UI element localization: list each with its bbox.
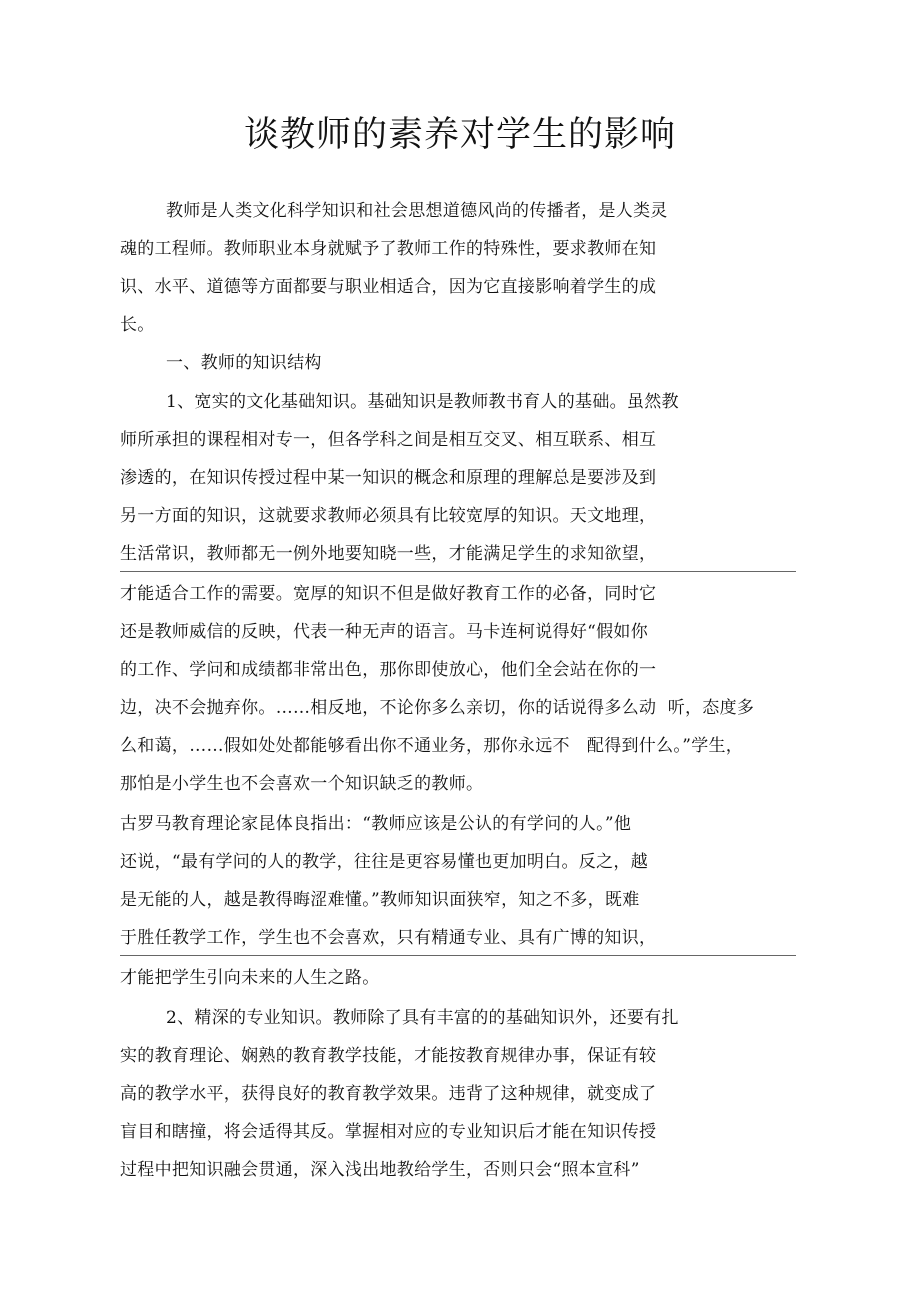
paragraph-line: 边，决不会抛弃你。……相反地，不论你多么亲切，你的话说得多么动 听，态度多 xyxy=(120,698,755,718)
paragraph-line: 教师是人类文化科学知识和社会思想道德风尚的传播者，是人类灵 xyxy=(166,201,668,221)
document-title: 谈教师的素养对学生的影响 xyxy=(243,115,676,155)
paragraph-line: 那怕是小学生也不会喜欢一个知识缺乏的教师。 xyxy=(120,774,484,794)
section-heading: 一、教师的知识结构 xyxy=(166,353,322,373)
paragraph-line: 师所承担的课程相对专一，但各学科之间是相互交叉、相互联系、相互 xyxy=(120,430,657,450)
paragraph-line: 长。 xyxy=(120,315,155,335)
paragraph-line: 渗透的，在知识传授过程中某一知识的概念和原理的理解总是要涉及到 xyxy=(120,468,657,488)
paragraph-line: 1、宽实的文化基础知识。基础知识是教师教书育人的基础。虽然教 xyxy=(166,392,679,412)
paragraph-line: 识、水平、道德等方面都要与职业相适合，因为它直接影响着学生的成 xyxy=(120,277,657,297)
paragraph-line: 是无能的人，越是教得晦涩难懂。”教师知识面狭窄，知之不多，既难 xyxy=(120,890,640,910)
paragraph-line: 么和蔼，……假如处处都能够看出你不通业务，那你永远不 配得到什么。”学生， xyxy=(120,736,744,756)
paragraph-line: 实的教育理论、娴熟的教育教学技能，才能按教育规律办事，保证有较 xyxy=(120,1046,657,1066)
paragraph-line: 过程中把知识融会贯通，深入浅出地教给学生，否则只会“照本宣科” xyxy=(120,1160,640,1180)
paragraph-line: 还说，“最有学问的人的教学，往往是更容易懂也更加明白。反之，越 xyxy=(120,852,648,872)
paragraph-line: 才能适合工作的需要。宽厚的知识不但是做好教育工作的必备，同时它 xyxy=(120,584,657,604)
paragraph-line: 于胜任教学工作，学生也不会喜欢，只有精通专业、具有广博的知识， xyxy=(120,928,657,948)
paragraph-line: 魂的工程师。教师职业本身就赋予了教师工作的特殊性，要求教师在知 xyxy=(120,239,657,259)
horizontal-rule xyxy=(120,571,796,572)
paragraph-line: 古罗马教育理论家昆体良指出：“教师应该是公认的有学问的人。”他 xyxy=(120,814,632,834)
paragraph-line: 2、精深的专业知识。教师除了具有丰富的的基础知识外，还要有扎 xyxy=(166,1008,679,1028)
paragraph-line: 的工作、学问和成绩都非常出色，那你即使放心，他们全会站在你的一 xyxy=(120,660,657,680)
paragraph-line: 盲目和瞎撞，将会适得其反。掌握相对应的专业知识后才能在知识传授 xyxy=(120,1122,657,1142)
paragraph-line: 高的教学水平，获得良好的教育教学效果。违背了这种规律，就变成了 xyxy=(120,1084,657,1104)
paragraph-line: 还是教师威信的反映，代表一种无声的语言。马卡连柯说得好“假如你 xyxy=(120,622,648,642)
paragraph-line: 才能把学生引向未来的人生之路。 xyxy=(120,968,380,988)
paragraph-line: 另一方面的知识，这就要求教师必须具有比较宽厚的知识。天文地理， xyxy=(120,506,657,526)
horizontal-rule xyxy=(120,955,796,956)
paragraph-line: 生活常识，教师都无一例外地要知晓一些，才能满足学生的求知欲望， xyxy=(120,544,657,564)
